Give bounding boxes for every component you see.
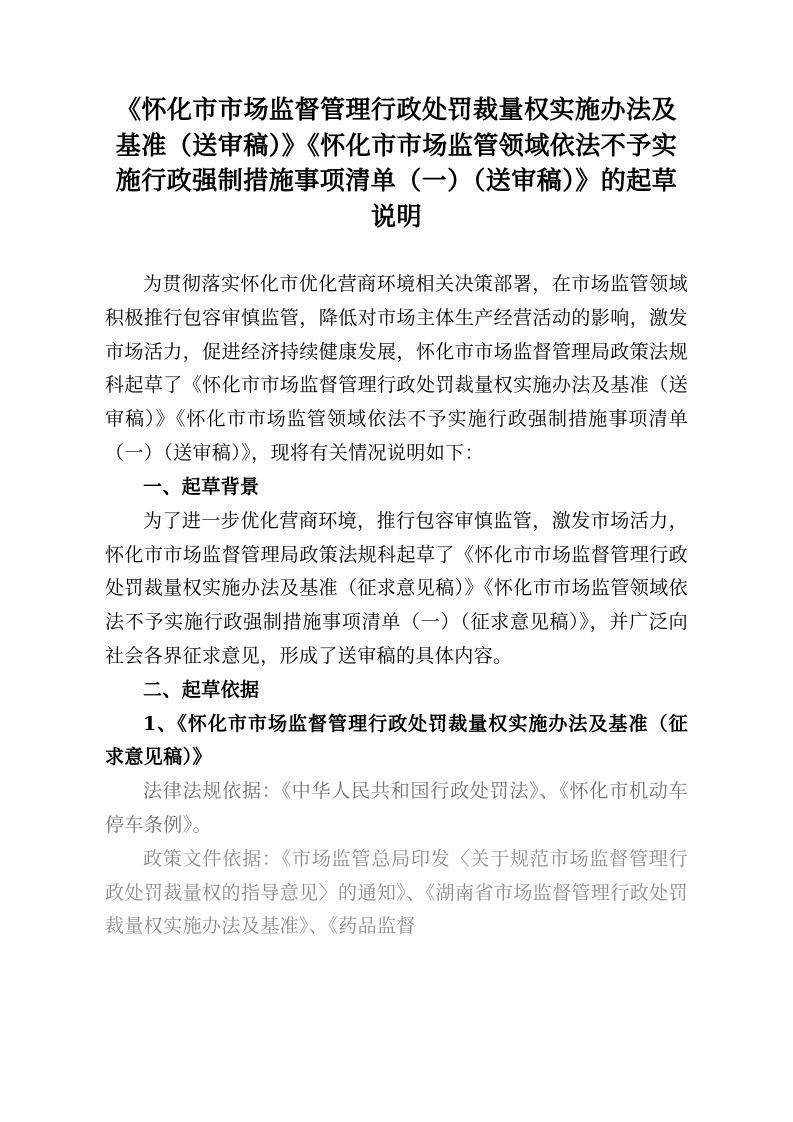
section-heading-1: 一、起草背景: [143, 475, 260, 498]
paragraph-intro: 为贯彻落实怀化市优化营商环境相关决策部署，在市场监管领域积极推行包容审慎监管，降低对市场主体生产经营活动的影响，激发市场活力，促进经济持续健康发展，怀化市市场监督管理局政策法规科起草了《怀化市市场监督管理行政处罚裁量权实施办法及基准（送审稿）》《怀化市市场监管领域依法不予实施行政强制措施事项清单（一）（送审稿）》，现将有关情况说明如下：: [105, 273, 688, 465]
paragraph-policy-basis: 政策文件依据：《市场监管总局印发〈关于规范市场监督管理行政处罚裁量权的指导意见〉的通知》、《湖南省市场监督管理行政处罚裁量权实施办法及基准》、《药品监督: [105, 847, 688, 938]
page-title: 《怀化市市场监督管理行政处罚裁量权实施办法及基准（送审稿）》《怀化市市场监管领域依法不予实施行政强制措施事项清单（一）（送审稿）》的起草说明: [115, 95, 678, 231]
section-2-subheading-1: 1、《怀化市市场监督管理行政处罚裁量权实施办法及基准（征求意见稿）》: [105, 712, 688, 769]
paragraph-section-1-body: 为了进一步优化营商环境，推行包容审慎监管，激发市场活力，怀化市市场监督管理局政策法规科起草了《怀化市市场监督管理行政处罚裁量权实施办法及基准（征求意见稿）》《怀化市市场监管领域依法不予实施行政强制措施事项清单（一）（征求意见稿）》，并广泛向社会各界征求意见，形成了送审稿的具体内容。: [105, 509, 688, 667]
section-heading-2: 二、起草依据: [143, 678, 260, 701]
paragraph-legal-basis: 法律法规依据：《中华人民共和国行政处罚法》、《怀化市机动车停车条例》。: [105, 780, 688, 836]
